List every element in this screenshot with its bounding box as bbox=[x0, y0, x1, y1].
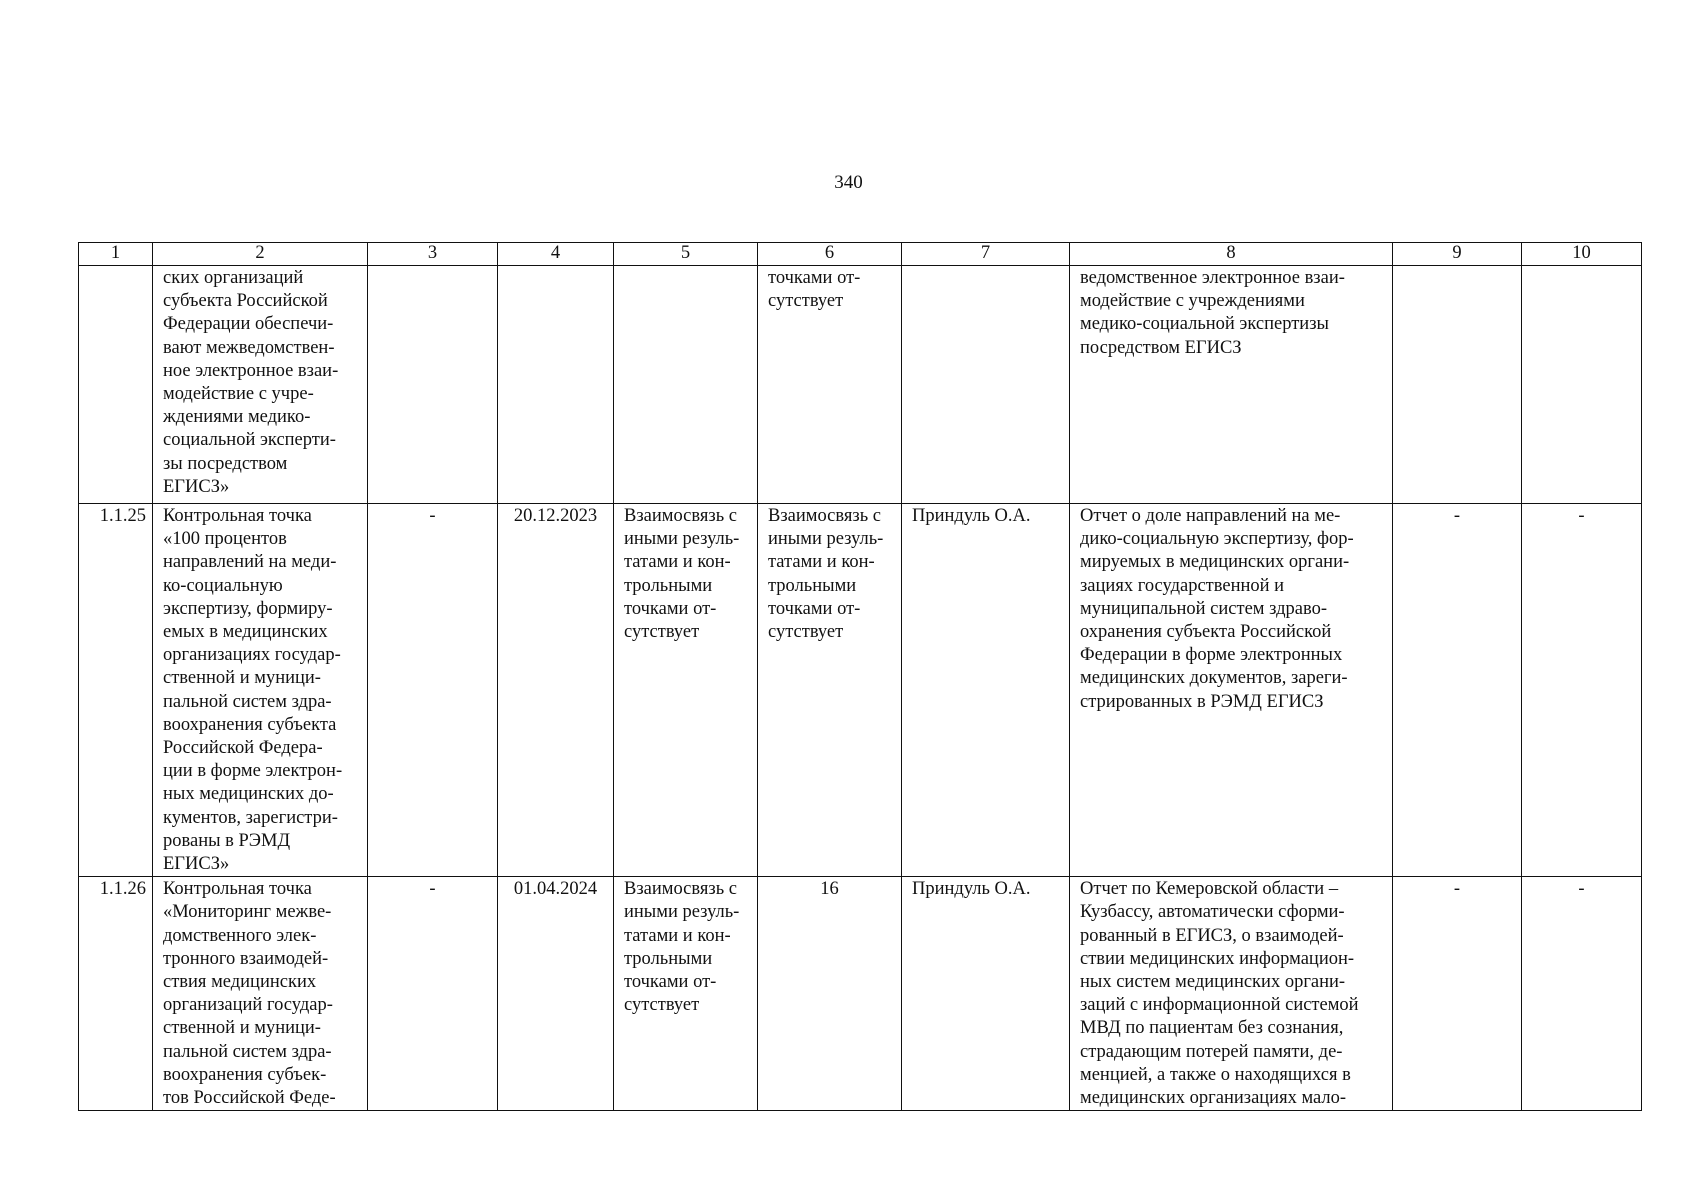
cell-col-3: - bbox=[368, 504, 498, 877]
header-col-3: 3 bbox=[368, 243, 498, 266]
control-point-name: ских организаций субъекта Российской Федерации обеспечи- вают межведомствен- ное электронное взаи- модействие с учре- ждениями медико- социальной эксперти- зы посредством ЕГИСЗ» bbox=[153, 266, 368, 504]
cell-col-9 bbox=[1393, 266, 1522, 504]
deadline-date bbox=[498, 266, 614, 504]
cell-col-5: Взаимосвязь с иными резуль- татами и кон- трольными точками от- сутствует bbox=[614, 877, 758, 1111]
result-document: Отчет по Кемеровской области – Кузбассу, автоматически сформи- рованный в ЕГИСЗ, о взаимодей- ствии медицинских информацион- ных систем медицинских органи- заций с информационной системой МВД по пациентам без сознания, страдающим потерей памяти, де- менцией, а также о находящихся в медицинских организациях мало- bbox=[1070, 877, 1393, 1111]
page-number: 340 bbox=[834, 172, 863, 193]
header-row bbox=[79, 243, 1642, 266]
header-col-10: 10 bbox=[1522, 243, 1642, 266]
cell-col-10 bbox=[1522, 266, 1642, 504]
cell-col-10: - bbox=[1522, 877, 1642, 1111]
cell-col-6: точками от- сутствует bbox=[758, 266, 902, 504]
cell-col-5 bbox=[614, 266, 758, 504]
control-point-name: Контрольная точка «100 процентов направлений на меди- ко-социальную экспертизу, формиру- емых в медицинских организациях государ- ственной и муници- пальной систем здра- воохранения субъекта Российской Федера- ции в форме электрон- ных медицинских до- кументов, зарегистри- рованы в РЭМД ЕГИСЗ» bbox=[153, 504, 368, 877]
header-col-1: 1 bbox=[79, 243, 153, 266]
result-document: Отчет о доле направлений на ме- дико-социальную экспертизу, фор- мируемых в медицинских органи- зациях государственной и муниципальной систем здраво- охранения субъекта Российской Федерации в форме электронных медицинских документов, зареги- стрированных в РЭМД ЕГИСЗ bbox=[1070, 504, 1393, 877]
row-number: 1.1.26 bbox=[79, 877, 153, 1111]
responsible-person: Приндуль О.А. bbox=[902, 877, 1070, 1111]
cell-col-6: Взаимосвязь с иными резуль- татами и кон- трольными точками от- сутствует bbox=[758, 504, 902, 877]
cell-col-9: - bbox=[1393, 877, 1522, 1111]
cell-col-3: - bbox=[368, 877, 498, 1111]
deadline-date: 01.04.2024 bbox=[498, 877, 614, 1111]
cell-col-6: 16 bbox=[758, 877, 902, 1111]
cell-col-5: Взаимосвязь с иными резуль- татами и кон- трольными точками от- сутствует bbox=[614, 504, 758, 877]
row-number bbox=[79, 266, 153, 504]
table-row bbox=[79, 877, 1642, 1111]
header-col-7: 7 bbox=[902, 243, 1070, 266]
deadline-date: 20.12.2023 bbox=[498, 504, 614, 877]
plan-table bbox=[78, 242, 1642, 1111]
header-col-4: 4 bbox=[498, 243, 614, 266]
cell-col-9: - bbox=[1393, 504, 1522, 877]
result-document: ведомственное электронное взаи- модействие с учреждениями медико-социальной экспертизы посредством ЕГИСЗ bbox=[1070, 266, 1393, 504]
header-col-5: 5 bbox=[614, 243, 758, 266]
table-row bbox=[79, 504, 1642, 877]
cell-col-10: - bbox=[1522, 504, 1642, 877]
cell-col-3 bbox=[368, 266, 498, 504]
row-number: 1.1.25 bbox=[79, 504, 153, 877]
responsible-person bbox=[902, 266, 1070, 504]
table-row bbox=[79, 266, 1642, 504]
header-col-9: 9 bbox=[1393, 243, 1522, 266]
header-col-2: 2 bbox=[153, 243, 368, 266]
responsible-person: Приндуль О.А. bbox=[902, 504, 1070, 877]
header-col-6: 6 bbox=[758, 243, 902, 266]
header-col-8: 8 bbox=[1070, 243, 1393, 266]
control-point-name: Контрольная точка «Мониторинг межве- домственного элек- тронного взаимодей- ствия медицинских организаций государ- ственной и муници- пальной систем здра- воохранения субъек- тов Российской Феде- bbox=[153, 877, 368, 1111]
